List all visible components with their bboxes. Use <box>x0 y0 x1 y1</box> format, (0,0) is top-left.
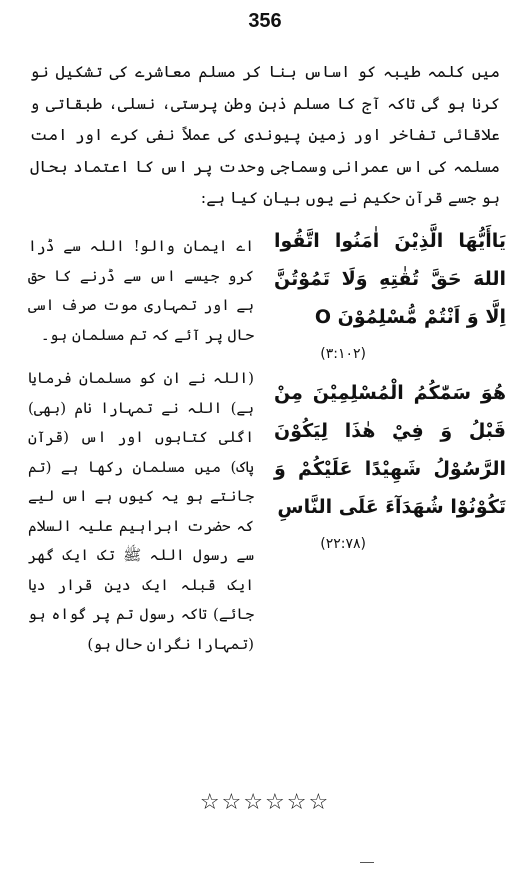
verse-arabic-2: هُوَ سَمّٰكُمُ الْمُسْلِمِيْنَ مِنْ قَبْلُ وَ فِيْ هٰذَا لِيَكُوْنَ الرَّسُوْلُ شَهِيْدًا عَلَيْكُمْ وَ تَكُوْنُوْا شُهَدَآءَ عَلَى النَّاسِ <box>274 382 506 518</box>
verse-arabic-1: يَاأَيُّهَا الَّذِيْنَ اٰمَنُوا اتَّقُوا اللهَ حَقَّ تُقٰتِهِ وَلَا تَمُوْتُنَّ اِلَّا وَ اَنْتُمْ مُّسْلِمُوْنَ O <box>274 230 506 328</box>
verse-columns <box>24 222 506 742</box>
intro-text: میں کلمہ طیبہ کو اساس بنا کر مسلم معاشرے کی تشکیل نو کرنا ہو گی تاکہ آج کا مسلم ذہن وطن پرستی، نسلی، طبقاتی و علاقائی تفاخر اور زمین پیوندی کی عملاً نفی کرے اور امت مسلمہ کی اس عمرانی وسماجی وحدت پر اس کا اعتماد بحال ہو جسے قرآن حکیم نے یوں بیان کیا ہے: <box>30 62 500 207</box>
verse-reference-2: (۲۲:۷۸) <box>320 536 366 552</box>
section-divider-stars: ☆☆☆☆☆☆ <box>199 790 331 815</box>
page-number: 356 <box>248 10 282 32</box>
arabic-column <box>274 222 506 564</box>
verse-translation-1: اے ایمان والو! اللہ سے ڈرا کرو جیسے اس سے ڈرنے کا حق ہے اور تمہاری موت صرف اسی حال پر آئے کہ تم مسلمان ہو۔ <box>28 237 254 344</box>
verse-reference-1: (۳:۱۰۲) <box>320 346 366 362</box>
translation-column <box>28 232 254 659</box>
intro-paragraph <box>30 56 500 214</box>
footer-dash <box>360 862 374 863</box>
verse-translation-2: (اللہ نے ان کو مسلمان فرمایا ہے) اللہ نے تمہارا نام (بھی) اگلی کتابوں اور اس (قرآن پاک) میں مسلمان رکھا ہے (تم جانتے ہو یہ کیوں ہے اس لیے کہ حضرت ابراہیم علیہ السلام سے رسول اللہ ﷺ تک ایک گھر ایک قبلہ ایک دین قرار دیا جائے) تاکہ رسول تم پر گواہ ہو (تمہارا نگران حال ہو) <box>28 369 254 653</box>
